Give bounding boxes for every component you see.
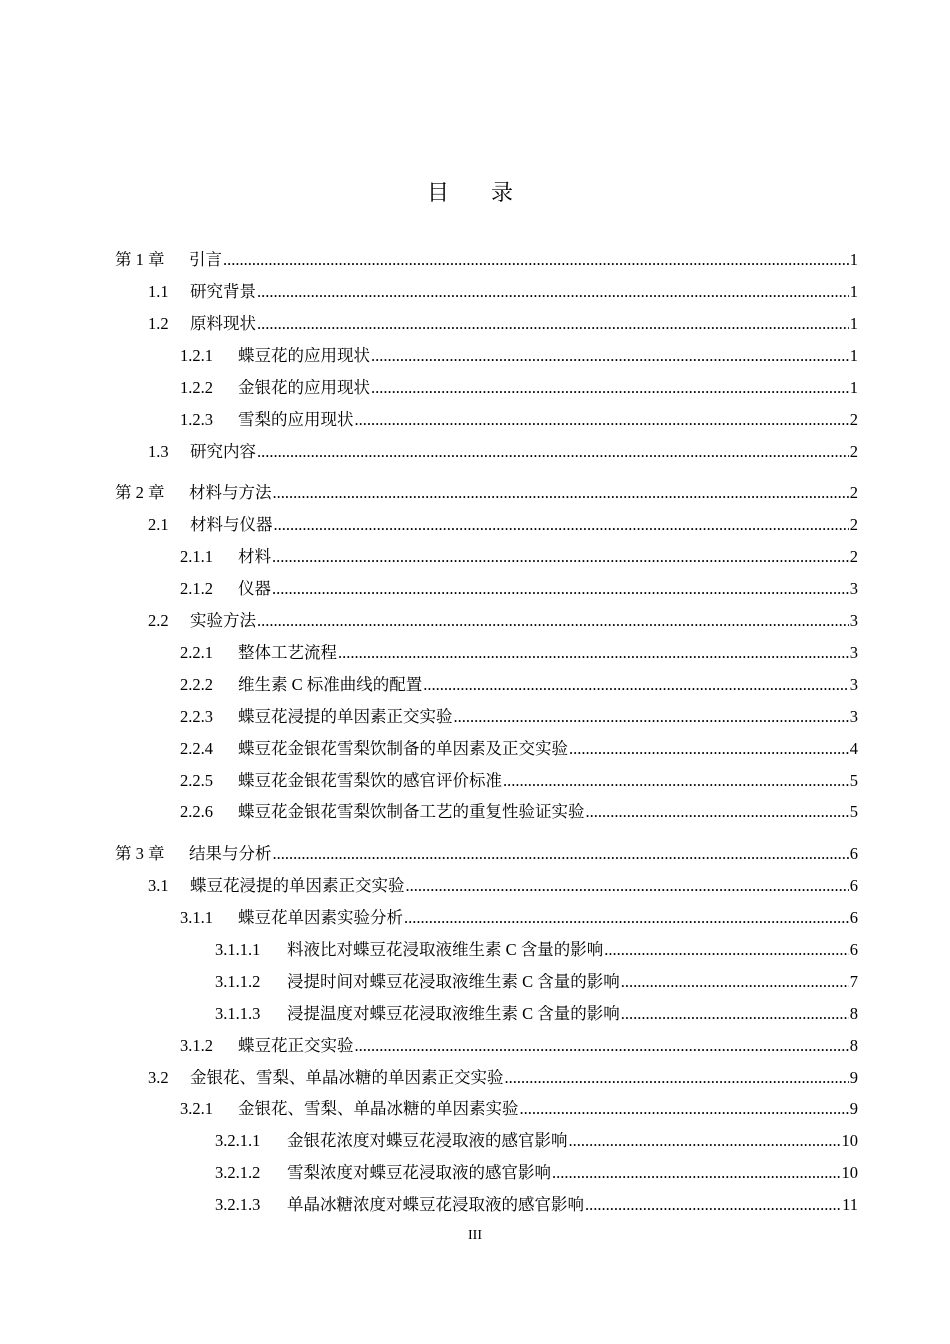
dot-leader <box>503 769 849 793</box>
toc-entry-page: 2 <box>849 515 858 534</box>
toc-entry[interactable] <box>180 577 858 601</box>
dot-leader <box>552 1161 841 1185</box>
toc-entry[interactable] <box>115 481 858 505</box>
toc-entry-number: 第 2 章 <box>115 483 165 502</box>
toc-entry-label: 仪器 <box>238 579 271 598</box>
toc-entry-number: 第 1 章 <box>115 250 165 269</box>
toc-entry[interactable] <box>215 1002 858 1026</box>
toc-entry-label: 金银花的应用现状 <box>238 378 370 397</box>
toc-entry-page: 1 <box>849 282 858 301</box>
toc-entry-label: 蝶豆花金银花雪梨饮制备的单因素及正交实验 <box>238 739 568 758</box>
toc-entry-page: 6 <box>849 876 858 895</box>
toc-entry-number: 3.1.1.1 <box>215 940 261 959</box>
toc-entry[interactable] <box>215 1161 858 1185</box>
toc-entry-number: 1.2 <box>148 314 169 333</box>
toc-entry-label: 材料与方法 <box>189 483 272 502</box>
toc-entry-label: 金银花、雪梨、单晶冰糖的单因素实验 <box>238 1099 519 1118</box>
dot-leader <box>257 280 849 304</box>
toc-entry[interactable] <box>215 1129 858 1153</box>
toc-entry-label: 研究背景 <box>190 282 256 301</box>
dot-leader <box>585 1193 841 1217</box>
toc-entry[interactable] <box>180 344 858 368</box>
toc-entry-label: 雪梨浓度对蝶豆花浸取液的感官影响 <box>287 1163 551 1182</box>
toc-entry-number: 第 3 章 <box>115 844 165 863</box>
toc-entry-label: 维生素 C 标准曲线的配置 <box>238 675 423 694</box>
toc-entry-page: 10 <box>841 1163 858 1182</box>
toc-entry-number: 1.2.1 <box>180 346 213 365</box>
toc-entry-page: 8 <box>849 1004 858 1023</box>
toc-entry[interactable] <box>180 408 858 432</box>
toc-entry-label: 浸提温度对蝶豆花浸取液维生素 C 含量的影响 <box>287 1004 620 1023</box>
dot-leader <box>621 1002 849 1026</box>
toc-entry-page: 1 <box>849 250 858 269</box>
toc-entry-number: 3.2.1 <box>180 1099 213 1118</box>
toc-entry-page: 6 <box>849 844 858 863</box>
toc-entry[interactable] <box>148 312 858 336</box>
dot-leader <box>404 906 849 930</box>
dot-leader <box>274 513 849 537</box>
toc-entry-page: 2 <box>849 483 858 502</box>
dot-leader <box>257 609 849 633</box>
toc-entry-page: 3 <box>849 579 858 598</box>
dot-leader <box>454 705 849 729</box>
toc-entry-number: 3.2 <box>148 1068 169 1087</box>
toc-entry[interactable] <box>115 248 858 272</box>
toc-entry-label: 材料 <box>238 547 271 566</box>
toc-entry[interactable] <box>180 376 858 400</box>
dot-leader <box>604 938 848 962</box>
toc-entry[interactable] <box>180 641 858 665</box>
toc-entry-number: 1.3 <box>148 442 169 461</box>
toc-entry-label: 蝶豆花金银花雪梨饮制备工艺的重复性验证实验 <box>238 802 585 821</box>
toc-entry-number: 3.2.1.1 <box>215 1131 261 1150</box>
dot-leader <box>273 842 849 866</box>
toc-entry-label: 料液比对蝶豆花浸取液维生素 C 含量的影响 <box>287 940 604 959</box>
toc-entry-number: 2.2 <box>148 611 169 630</box>
toc-entry-number: 1.2.3 <box>180 410 213 429</box>
toc-entry-label: 引言 <box>189 250 222 269</box>
toc-entry-page: 7 <box>849 972 858 991</box>
toc-entry-label: 蝶豆花正交实验 <box>238 1036 354 1055</box>
toc-entry-number: 3.2.1.2 <box>215 1163 261 1182</box>
toc-entry-label: 浸提时间对蝶豆花浸取液维生素 C 含量的影响 <box>287 972 620 991</box>
toc-entry[interactable] <box>148 609 858 633</box>
toc-entry-label: 蝶豆花浸提的单因素正交实验 <box>238 707 453 726</box>
toc-entry[interactable] <box>148 1066 858 1090</box>
dot-leader <box>273 481 849 505</box>
dot-leader <box>569 737 849 761</box>
toc-entry-number: 2.2.3 <box>180 707 213 726</box>
toc-entry-page: 1 <box>849 346 858 365</box>
dot-leader <box>257 440 849 464</box>
toc-entry-number: 2.1 <box>148 515 169 534</box>
dot-leader <box>586 800 849 824</box>
toc-entry-number: 1.1 <box>148 282 169 301</box>
toc-entry-label: 蝶豆花的应用现状 <box>238 346 370 365</box>
toc-entry-page: 2 <box>849 442 858 461</box>
dot-leader <box>569 1129 841 1153</box>
toc-entry-page: 6 <box>849 908 858 927</box>
dot-leader <box>272 545 849 569</box>
dot-leader <box>272 577 849 601</box>
toc-entry[interactable] <box>148 440 858 464</box>
toc-entry-number: 1.2.2 <box>180 378 213 397</box>
toc-entry[interactable] <box>180 673 858 697</box>
toc-entry[interactable] <box>148 513 858 537</box>
toc-entry-page: 5 <box>849 771 858 790</box>
toc-entry-page: 8 <box>849 1036 858 1055</box>
toc-entry-label: 蝶豆花金银花雪梨饮的感官评价标准 <box>238 771 502 790</box>
toc-entry-label: 金银花浓度对蝶豆花浸取液的感官影响 <box>287 1131 568 1150</box>
toc-entry-page: 11 <box>842 1195 858 1214</box>
dot-leader <box>520 1097 849 1121</box>
toc-entry[interactable] <box>215 938 858 962</box>
toc-entry-page: 9 <box>849 1099 858 1118</box>
toc-entry-number: 2.2.2 <box>180 675 213 694</box>
toc-entry-page: 6 <box>849 940 858 959</box>
toc-entry-page: 10 <box>841 1131 858 1150</box>
dot-leader <box>223 248 849 272</box>
toc-entry-label: 金银花、雪梨、单晶冰糖的单因素正交实验 <box>190 1068 504 1087</box>
dot-leader <box>338 641 849 665</box>
toc-entry-label: 蝶豆花浸提的单因素正交实验 <box>190 876 405 895</box>
dot-leader <box>406 874 849 898</box>
toc-entry-number: 3.1.1.3 <box>215 1004 261 1023</box>
dot-leader <box>257 312 849 336</box>
toc-entry[interactable] <box>180 800 858 824</box>
toc-entry-number: 3.1 <box>148 876 169 895</box>
toc-entry-number: 2.2.5 <box>180 771 213 790</box>
dot-leader <box>371 376 849 400</box>
toc-entry-number: 2.1.1 <box>180 547 213 566</box>
toc-entry-page: 4 <box>849 739 858 758</box>
toc-entry[interactable] <box>115 842 858 866</box>
toc-entry[interactable] <box>180 1097 858 1121</box>
toc-title: 目 录 <box>426 180 523 205</box>
toc-entry-page: 2 <box>849 547 858 566</box>
toc-entry-number: 2.2.1 <box>180 643 213 662</box>
dot-leader <box>423 673 848 697</box>
toc-entry-label: 材料与仪器 <box>190 515 273 534</box>
toc-entry-number: 3.2.1.3 <box>215 1195 261 1214</box>
toc-entry[interactable] <box>180 705 858 729</box>
toc-entry-page: 2 <box>849 410 858 429</box>
toc-entry-number: 2.2.4 <box>180 739 213 758</box>
toc-entry-label: 雪梨的应用现状 <box>238 410 354 429</box>
dot-leader <box>371 344 849 368</box>
toc-entry-page: 1 <box>849 378 858 397</box>
toc-entry-label: 结果与分析 <box>189 844 272 863</box>
toc-entry[interactable] <box>148 874 858 898</box>
toc-entry-page: 3 <box>849 611 858 630</box>
toc-entry-page: 3 <box>849 707 858 726</box>
toc-entry-label: 蝶豆花单因素实验分析 <box>238 908 403 927</box>
toc-entry-label: 整体工艺流程 <box>238 643 337 662</box>
dot-leader <box>355 1034 849 1058</box>
toc-entry[interactable] <box>180 906 858 930</box>
toc-entry[interactable] <box>215 1193 858 1217</box>
dot-leader <box>505 1066 849 1090</box>
toc-entry[interactable] <box>148 280 858 304</box>
page-number: III <box>468 1228 482 1243</box>
toc-entry-number: 3.1.2 <box>180 1036 213 1055</box>
toc-entry-page: 5 <box>849 802 858 821</box>
toc-entry-number: 3.1.1.2 <box>215 972 261 991</box>
toc-entry[interactable] <box>180 545 858 569</box>
toc-entry-number: 2.2.6 <box>180 802 213 821</box>
dot-leader <box>621 970 849 994</box>
toc-entry-page: 1 <box>849 314 858 333</box>
toc-entry-label: 单晶冰糖浓度对蝶豆花浸取液的感官影响 <box>287 1195 584 1214</box>
toc-entry-label: 研究内容 <box>190 442 256 461</box>
toc-entry[interactable] <box>180 769 858 793</box>
toc-entry[interactable] <box>180 1034 858 1058</box>
toc-entry-number: 2.1.2 <box>180 579 213 598</box>
toc-entry-page: 3 <box>849 643 858 662</box>
toc-entry-page: 9 <box>849 1068 858 1087</box>
toc-entry-label: 原料现状 <box>190 314 256 333</box>
toc-entry-number: 3.1.1 <box>180 908 213 927</box>
toc-entry-page: 3 <box>849 675 858 694</box>
toc-entry[interactable] <box>180 737 858 761</box>
toc-entry-label: 实验方法 <box>190 611 256 630</box>
toc-entry[interactable] <box>215 970 858 994</box>
dot-leader <box>355 408 849 432</box>
